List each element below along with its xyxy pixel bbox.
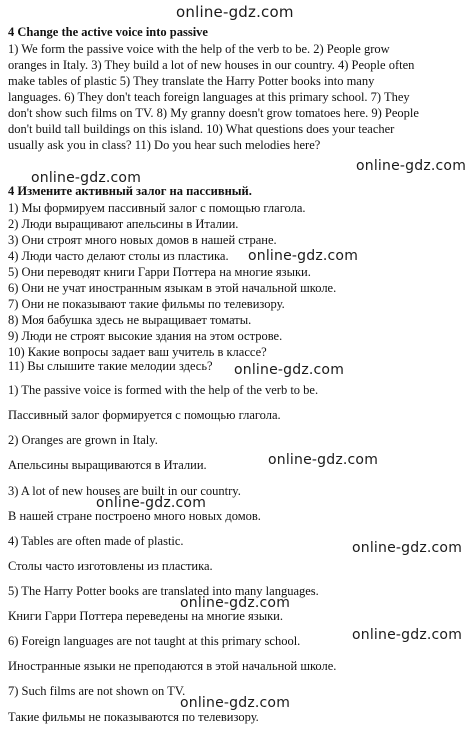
watermark: online-gdz.com — [352, 540, 463, 556]
exercise-en-line: don't show such films on TV. 8) My granny doesn't grow tomatoes here. 9) People — [8, 106, 419, 120]
exercise-ru-item: 3) Они строят много новых домов в нашей стране. — [8, 233, 277, 247]
exercise-heading-ru: 4 Измените активный залог на пассивный. — [8, 184, 252, 198]
answer-en: 3) A lot of new houses are built in our country. — [8, 484, 241, 498]
watermark: online-gdz.com — [180, 695, 291, 711]
exercise-ru-item: 2) Люди выращивают апельсины в Италии. — [8, 217, 239, 231]
answer-ru: Апельсины выращиваются в Италии. — [8, 458, 207, 472]
watermark: online-gdz.com — [31, 170, 142, 186]
exercise-en-line: languages. 6) They don't teach foreign languages at this primary school. 7) They — [8, 90, 410, 104]
watermark: online-gdz.com — [268, 452, 379, 468]
answer-en: 7) Such films are not shown on TV. — [8, 684, 186, 698]
exercise-en-line: 1) We form the passive voice with the help of the verb to be. 2) People grow — [8, 42, 390, 56]
exercise-en-line: don't build tall buildings on this island. 10) What questions does your teacher — [8, 122, 395, 136]
watermark: online-gdz.com — [248, 248, 359, 264]
watermark: online-gdz.com — [180, 595, 291, 611]
exercise-ru-item: 6) Они не учат иностранным языкам в этой начальной школе. — [8, 281, 337, 295]
exercise-en-line: make tables of plastic 5) They translate the Harry Potter books into many — [8, 74, 375, 88]
exercise-ru-item: 5) Они переводят книги Гарри Поттера на многие языки. — [8, 265, 311, 279]
answer-ru: Пассивный залог формируется с помощью глагола. — [8, 408, 281, 422]
answer-en: 4) Tables are often made of plastic. — [8, 534, 184, 548]
watermark: online-gdz.com — [96, 495, 207, 511]
watermark: online-gdz.com — [356, 158, 467, 174]
exercise-ru-item: 4) Люди часто делают столы из пластика. — [8, 249, 229, 263]
exercise-en-line: oranges in Italy. 3) They build a lot of new houses in our country. 4) People often — [8, 58, 415, 72]
exercise-ru-item: 1) Мы формируем пассивный залог с помощью глагола. — [8, 201, 306, 215]
answer-ru: Книги Гарри Поттера переведены на многие языки. — [8, 609, 283, 623]
watermark: online-gdz.com — [352, 627, 463, 643]
answer-ru: Такие фильмы не показываются по телевизору. — [8, 710, 259, 724]
watermark-top: online-gdz.com — [176, 3, 294, 21]
watermark: online-gdz.com — [234, 362, 345, 378]
exercise-en-line: usually ask you in class? 11) Do you hear such melodies here? — [8, 138, 321, 152]
answer-en: 6) Foreign languages are not taught at this primary school. — [8, 634, 301, 648]
exercise-ru-item: 10) Какие вопросы задает ваш учитель в классе? — [8, 345, 267, 359]
answer-en: 2) Oranges are grown in Italy. — [8, 433, 158, 447]
exercise-ru-item: 9) Люди не строят высокие здания на этом острове. — [8, 329, 283, 343]
answer-ru: В нашей стране построено много новых домов. — [8, 509, 261, 523]
exercise-ru-item: 7) Они не показывают такие фильмы по телевизору. — [8, 297, 285, 311]
exercise-ru-item: 11) Вы слышите такие мелодии здесь? — [8, 359, 213, 373]
exercise-heading-en: 4 Change the active voice into passive — [8, 25, 208, 39]
exercise-ru-item: 8) Моя бабушка здесь не выращивает томаты. — [8, 313, 252, 327]
answer-ru: Столы часто изготовлены из пластика. — [8, 559, 213, 573]
answer-en: 1) The passive voice is formed with the help of the verb to be. — [8, 383, 319, 397]
answer-ru: Иностранные языки не преподаются в этой начальной школе. — [8, 659, 337, 673]
answer-en: 5) The Harry Potter books are translated into many languages. — [8, 584, 319, 598]
